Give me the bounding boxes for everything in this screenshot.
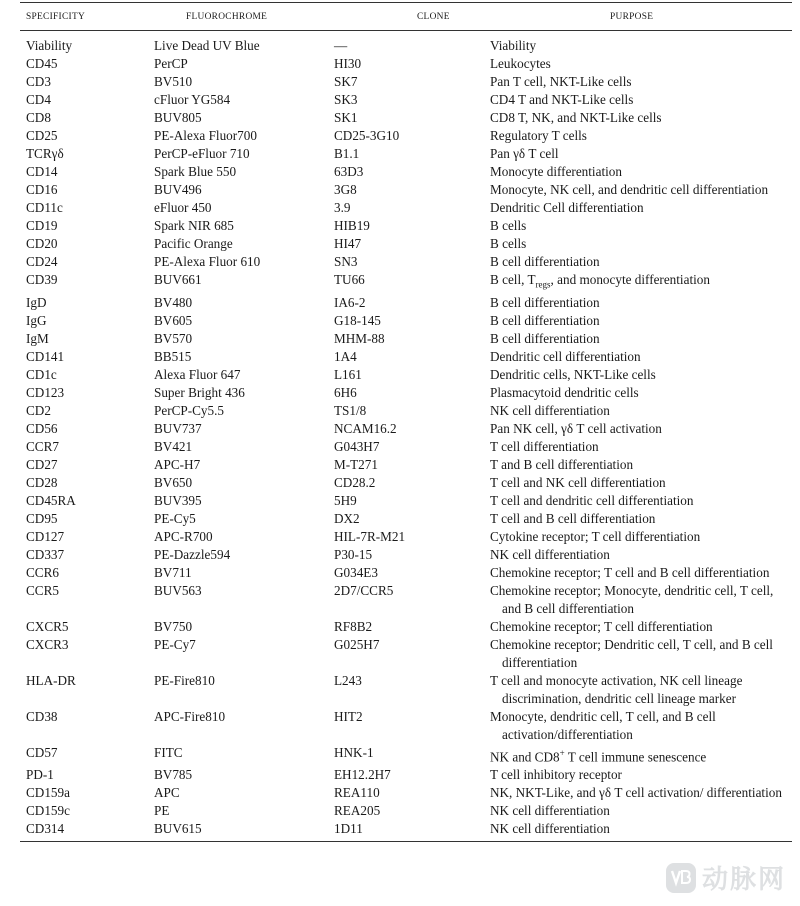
- cell-specificity: CCR5: [26, 582, 59, 598]
- purpose-text: NK cell differentiation: [490, 546, 610, 562]
- purpose-text: T cell and monocyte activation, NK cell lineage discrimination, dendritic cell lineage marker: [490, 672, 743, 706]
- cell-specificity: CD141: [26, 348, 65, 364]
- header-purpose: PURPOSE: [486, 3, 792, 31]
- cell-specificity: CD39: [26, 272, 58, 287]
- cell-purpose: [486, 492, 792, 510]
- cell-purpose: [486, 802, 792, 820]
- purpose-text: B cell differentiation: [490, 312, 600, 328]
- purpose-text: Chemokine receptor; Dendritic cell, T cell, and B cell differentiation: [490, 636, 773, 670]
- cell-specificity: CD123: [26, 384, 65, 400]
- cell-fluorochrome: BUV737: [154, 420, 202, 436]
- cell-purpose: [486, 564, 792, 582]
- cell-clone: 5H9: [334, 492, 357, 508]
- table-row: [20, 528, 792, 546]
- cell-clone: 6H6: [334, 384, 357, 400]
- cell-purpose: [486, 474, 792, 492]
- cell-purpose: [486, 420, 792, 438]
- cell-fluorochrome: PE: [154, 803, 170, 819]
- cell-purpose: [486, 217, 792, 235]
- cell-fluorochrome: PE-Fire810: [154, 672, 215, 688]
- table-row: [20, 744, 792, 766]
- purpose-text: Cytokine receptor; T cell differentiation: [490, 528, 701, 544]
- purpose-text: NK, NKT-Like, and γδ T cell activation/ differentiation: [490, 785, 782, 801]
- purpose-text-pre: B cell, T: [490, 272, 536, 287]
- header-clone: CLONE: [333, 3, 486, 31]
- cell-fluorochrome: BV750: [154, 618, 193, 634]
- cell-clone: L161: [334, 366, 362, 382]
- watermark-brand-text: 动脉网: [701, 865, 786, 895]
- cell-fluorochrome: PE-Cy7: [154, 636, 196, 652]
- cell-specificity: CD314: [20, 820, 150, 842]
- cell-fluorochrome: PerCP-eFluor 710: [154, 146, 250, 161]
- cell-clone: HI47: [334, 236, 362, 251]
- cell-fluorochrome: Super Bright 436: [154, 384, 245, 400]
- cell-specificity: CD56: [26, 420, 58, 436]
- cell-clone: —: [334, 38, 348, 53]
- purpose-text: Monocyte, NK cell, and dendritic cell differentiation: [490, 182, 769, 197]
- purpose-text: Leukocytes: [490, 56, 551, 71]
- cell-purpose: [486, 766, 792, 784]
- cell-purpose: [486, 744, 792, 766]
- cell-specificity: CD19: [26, 218, 58, 233]
- table-row: [20, 438, 792, 456]
- table-row: [20, 271, 792, 294]
- cell-purpose: [486, 528, 792, 546]
- purpose-text-pre: NK and CD8: [490, 749, 560, 765]
- cell-clone: IA6-2: [334, 294, 366, 310]
- cell-purpose: [486, 546, 792, 564]
- purpose-text: CD4 T and NKT-Like cells: [490, 92, 634, 107]
- cell-fluorochrome: BUV661: [154, 272, 202, 287]
- cell-specificity: CD45RA: [26, 492, 76, 508]
- cell-clone: SN3: [334, 254, 358, 269]
- table-row: [20, 127, 792, 145]
- cell-clone: TS1/8: [334, 402, 367, 418]
- table-row: [20, 564, 792, 582]
- cell-fluorochrome: BV480: [154, 294, 193, 310]
- purpose-text: NK cell differentiation: [490, 803, 610, 819]
- cell-clone: HIT2: [334, 708, 363, 724]
- cell-purpose: [486, 820, 792, 842]
- cell-clone: EH12.2H7: [334, 767, 391, 783]
- cell-clone: B1.1: [334, 146, 360, 161]
- cell-fluorochrome: BV605: [154, 312, 193, 328]
- table-row: [20, 31, 792, 56]
- cell-specificity: CCR6: [26, 564, 59, 580]
- cell-purpose: [486, 582, 792, 618]
- cell-specificity: CD159a: [26, 785, 70, 801]
- table-row: [20, 456, 792, 474]
- panel-table-page: [20, 2, 792, 842]
- cell-specificity: CD24: [26, 254, 58, 269]
- cell-purpose: [486, 510, 792, 528]
- purpose-text: Dendritic Cell differentiation: [490, 200, 644, 215]
- cell-purpose: [486, 708, 792, 744]
- purpose-text: [490, 271, 792, 294]
- cell-fluorochrome: BUV496: [154, 182, 202, 197]
- table-row: [20, 199, 792, 217]
- purpose-text: T cell inhibitory receptor: [490, 767, 622, 783]
- purpose-text: NK cell differentiation: [490, 821, 610, 837]
- cell-clone: G18-145: [334, 312, 381, 328]
- purpose-text: B cell differentiation: [490, 254, 600, 269]
- table-row: [20, 708, 792, 744]
- table-row: [20, 492, 792, 510]
- cell-purpose: [486, 109, 792, 127]
- cell-clone: 3.9: [334, 200, 351, 215]
- cell-specificity: IgG: [26, 312, 47, 328]
- cell-fluorochrome: BV421: [154, 438, 193, 454]
- purpose-text-post: , and monocyte differentiation: [550, 272, 710, 287]
- cell-specificity: TCRγδ: [26, 146, 64, 161]
- purpose-text: T and B cell differentiation: [490, 456, 634, 472]
- cell-purpose: [486, 235, 792, 253]
- purpose-text: Viability: [490, 38, 537, 53]
- table-row: [20, 330, 792, 348]
- cell-specificity: CD8: [26, 110, 51, 125]
- table-row: [20, 91, 792, 109]
- purpose-text: Chemokine receptor; T cell and B cell differentiation: [490, 564, 770, 580]
- purpose-superscript: +: [559, 747, 565, 758]
- cell-fluorochrome: BV785: [154, 767, 193, 783]
- table-row: [20, 253, 792, 271]
- table-row: [20, 672, 792, 708]
- vb-logo-icon: [670, 869, 692, 887]
- cell-specificity: CD4: [26, 92, 51, 107]
- cell-clone: HIB19: [334, 218, 370, 233]
- cell-clone: TU66: [334, 272, 365, 287]
- purpose-text: B cells: [490, 218, 527, 233]
- table-row: [20, 145, 792, 163]
- cell-clone: SK3: [334, 92, 358, 107]
- cell-purpose: [486, 181, 792, 199]
- cell-purpose: [486, 636, 792, 672]
- cell-specificity: CD57: [26, 744, 58, 760]
- cell-fluorochrome: BV711: [154, 564, 192, 580]
- cell-clone: HIL-7R-M21: [334, 528, 406, 544]
- cell-purpose: [486, 330, 792, 348]
- purpose-text: B cell differentiation: [490, 330, 600, 346]
- purpose-text: B cell differentiation: [490, 294, 600, 310]
- table-row: [20, 582, 792, 618]
- watermark: [666, 859, 786, 896]
- cell-clone: CD28.2: [334, 474, 376, 490]
- cell-purpose: [486, 163, 792, 181]
- cell-specificity: CXCR5: [26, 618, 69, 634]
- cell-specificity: HLA-DR: [26, 672, 76, 688]
- cell-purpose: [486, 384, 792, 402]
- cell-fluorochrome: BV510: [154, 74, 193, 89]
- cell-clone: M-T271: [334, 456, 378, 472]
- cell-fluorochrome: APC-H7: [154, 456, 201, 472]
- cell-specificity: CD38: [26, 708, 58, 724]
- purpose-text: T cell and B cell differentiation: [490, 510, 656, 526]
- table-row: [20, 217, 792, 235]
- cell-clone: RF8B2: [334, 618, 373, 634]
- table-row: [20, 802, 792, 820]
- cell-purpose: [486, 294, 792, 312]
- purpose-text: B cells: [490, 236, 527, 251]
- cell-purpose: [486, 73, 792, 91]
- purpose-text: Plasmacytoid dendritic cells: [490, 384, 639, 400]
- cell-specificity: CD28: [26, 474, 58, 490]
- cell-purpose: [486, 145, 792, 163]
- purpose-text: Chemokine receptor; T cell differentiation: [490, 618, 713, 634]
- purpose-text: NK cell differentiation: [490, 402, 610, 418]
- table-row: [20, 294, 792, 312]
- table-row: [20, 55, 792, 73]
- cell-specificity: Viability: [26, 38, 73, 53]
- table-row: [20, 784, 792, 802]
- cell-specificity: CXCR3: [26, 636, 69, 652]
- cell-fluorochrome: APC-Fire810: [154, 708, 226, 724]
- cell-specificity: CD20: [26, 236, 58, 251]
- cell-clone: 1D11: [333, 820, 486, 842]
- table-body: [20, 31, 792, 842]
- cell-purpose: [486, 618, 792, 636]
- table-row: [20, 510, 792, 528]
- cell-purpose: [486, 402, 792, 420]
- table-row: [20, 618, 792, 636]
- cell-fluorochrome: FITC: [154, 744, 183, 760]
- purpose-text: Regulatory T cells: [490, 128, 587, 143]
- cell-clone: P30-15: [334, 546, 373, 562]
- table-row: [20, 384, 792, 402]
- cell-clone: 2D7/CCR5: [334, 582, 394, 598]
- cell-clone: HI30: [334, 56, 362, 71]
- cell-purpose: [486, 348, 792, 366]
- purpose-text: Chemokine receptor; Monocyte, dendritic cell, T cell, and B cell differentiation: [490, 582, 774, 616]
- header-specificity: SPECIFICITY: [20, 3, 150, 31]
- cell-fluorochrome: eFluor 450: [154, 200, 212, 215]
- cell-purpose: [486, 127, 792, 145]
- cell-fluorochrome: Alexa Fluor 647: [154, 366, 241, 382]
- cell-fluorochrome: PE-Alexa Fluor 610: [154, 254, 261, 269]
- cell-purpose: [486, 438, 792, 456]
- table-row: [20, 181, 792, 199]
- table-row: [20, 312, 792, 330]
- purpose-text: Pan γδ T cell: [490, 146, 559, 161]
- cell-specificity: CD127: [26, 528, 65, 544]
- table-row: [20, 348, 792, 366]
- cell-fluorochrome: Live Dead UV Blue: [154, 38, 260, 53]
- cell-clone: REA205: [334, 803, 381, 819]
- cell-purpose: [486, 253, 792, 271]
- table-header: [20, 3, 792, 31]
- cell-fluorochrome: BV650: [154, 474, 193, 490]
- cell-clone: REA110: [334, 785, 380, 801]
- table-row: [20, 366, 792, 384]
- cell-fluorochrome: Pacific Orange: [154, 236, 233, 251]
- cell-purpose: [486, 91, 792, 109]
- cell-specificity: CD159c: [26, 803, 70, 819]
- cell-fluorochrome: PE-Dazzle594: [154, 546, 231, 562]
- table-row: [20, 546, 792, 564]
- watermark-logo-icon: [666, 863, 696, 893]
- cell-fluorochrome: APC-R700: [154, 528, 213, 544]
- cell-fluorochrome: PerCP-Cy5.5: [154, 402, 224, 418]
- cell-fluorochrome: BUV615: [150, 820, 333, 842]
- cell-specificity: IgD: [26, 294, 47, 310]
- cell-purpose: [486, 672, 792, 708]
- table-row: [20, 73, 792, 91]
- cell-fluorochrome: APC: [154, 785, 180, 801]
- cell-fluorochrome: PE-Alexa Fluor700: [154, 128, 257, 143]
- cell-purpose: [486, 271, 792, 294]
- cell-clone: 63D3: [334, 164, 364, 179]
- cell-specificity: IgM: [26, 330, 49, 346]
- table-row: [20, 474, 792, 492]
- purpose-text: T cell differentiation: [490, 438, 599, 454]
- cell-clone: G043H7: [334, 438, 380, 454]
- cell-clone: SK1: [334, 110, 358, 125]
- cell-clone: HNK-1: [334, 744, 374, 760]
- table-row: [20, 163, 792, 181]
- cell-fluorochrome: PerCP: [154, 56, 188, 71]
- cell-clone: CD25-3G10: [334, 128, 400, 143]
- cell-purpose: [486, 55, 792, 73]
- purpose-text: Pan T cell, NKT-Like cells: [490, 74, 632, 89]
- cell-specificity: CD45: [26, 56, 58, 71]
- purpose-text: Monocyte differentiation: [490, 164, 622, 179]
- cell-purpose: [486, 456, 792, 474]
- cell-purpose: [486, 199, 792, 217]
- cell-specificity: CD14: [26, 164, 58, 179]
- cell-specificity: CD1c: [26, 366, 57, 382]
- cell-specificity: CD25: [26, 128, 58, 143]
- purpose-text: CD8 T, NK, and NKT-Like cells: [490, 110, 662, 125]
- cell-clone: 1A4: [334, 348, 357, 364]
- purpose-text: Dendritic cells, NKT-Like cells: [490, 366, 656, 382]
- cell-specificity: PD-1: [26, 767, 54, 783]
- purpose-text: Monocyte, dendritic cell, T cell, and B cell activation/differentiation: [490, 708, 716, 742]
- table-row: [20, 420, 792, 438]
- purpose-subscript: regs: [535, 279, 551, 290]
- cell-purpose: [486, 312, 792, 330]
- cell-purpose: [486, 784, 792, 802]
- cell-fluorochrome: cFluor YG584: [154, 92, 231, 107]
- cell-fluorochrome: BB515: [154, 348, 192, 364]
- cell-specificity: CD16: [26, 182, 58, 197]
- cell-clone: NCAM16.2: [334, 420, 397, 436]
- table-row: [20, 109, 792, 127]
- cell-specificity: CD11c: [26, 200, 63, 215]
- cell-specificity: CD2: [26, 402, 51, 418]
- cell-fluorochrome: BV570: [154, 330, 193, 346]
- cell-clone: 3G8: [334, 182, 357, 197]
- table-row: [20, 766, 792, 784]
- cell-clone: L243: [334, 672, 362, 688]
- cell-purpose: [486, 366, 792, 384]
- purpose-text-post: T cell immune senescence: [564, 749, 707, 765]
- cell-fluorochrome: Spark NIR 685: [154, 218, 234, 233]
- header-fluorochrome: FLUOROCHROME: [150, 3, 333, 31]
- cell-specificity: CD337: [26, 546, 65, 562]
- purpose-text: Dendritic cell differentiation: [490, 348, 641, 364]
- cell-fluorochrome: PE-Cy5: [154, 510, 196, 526]
- cell-fluorochrome: BUV395: [154, 492, 202, 508]
- antibody-panel-table: [20, 2, 792, 842]
- cell-clone: G025H7: [334, 636, 380, 652]
- cell-clone: SK7: [334, 74, 358, 89]
- cell-specificity: CCR7: [26, 438, 59, 454]
- table-row: [20, 820, 792, 842]
- purpose-text: T cell and NK cell differentiation: [490, 474, 666, 490]
- cell-specificity: CD95: [26, 510, 58, 526]
- purpose-text: [490, 744, 792, 766]
- table-row: [20, 636, 792, 672]
- purpose-text: Pan NK cell, γδ T cell activation: [490, 420, 662, 436]
- cell-clone: G034E3: [334, 564, 378, 580]
- cell-fluorochrome: BUV563: [154, 582, 202, 598]
- cell-fluorochrome: Spark Blue 550: [154, 164, 237, 179]
- table-row: [20, 402, 792, 420]
- cell-clone: MHM-88: [334, 330, 385, 346]
- table-row: [20, 235, 792, 253]
- cell-fluorochrome: BUV805: [154, 110, 202, 125]
- cell-clone: DX2: [334, 510, 360, 526]
- cell-specificity: CD3: [26, 74, 51, 89]
- purpose-text: T cell and dendritic cell differentiation: [490, 492, 694, 508]
- cell-purpose: [486, 31, 792, 56]
- cell-specificity: CD27: [26, 456, 58, 472]
